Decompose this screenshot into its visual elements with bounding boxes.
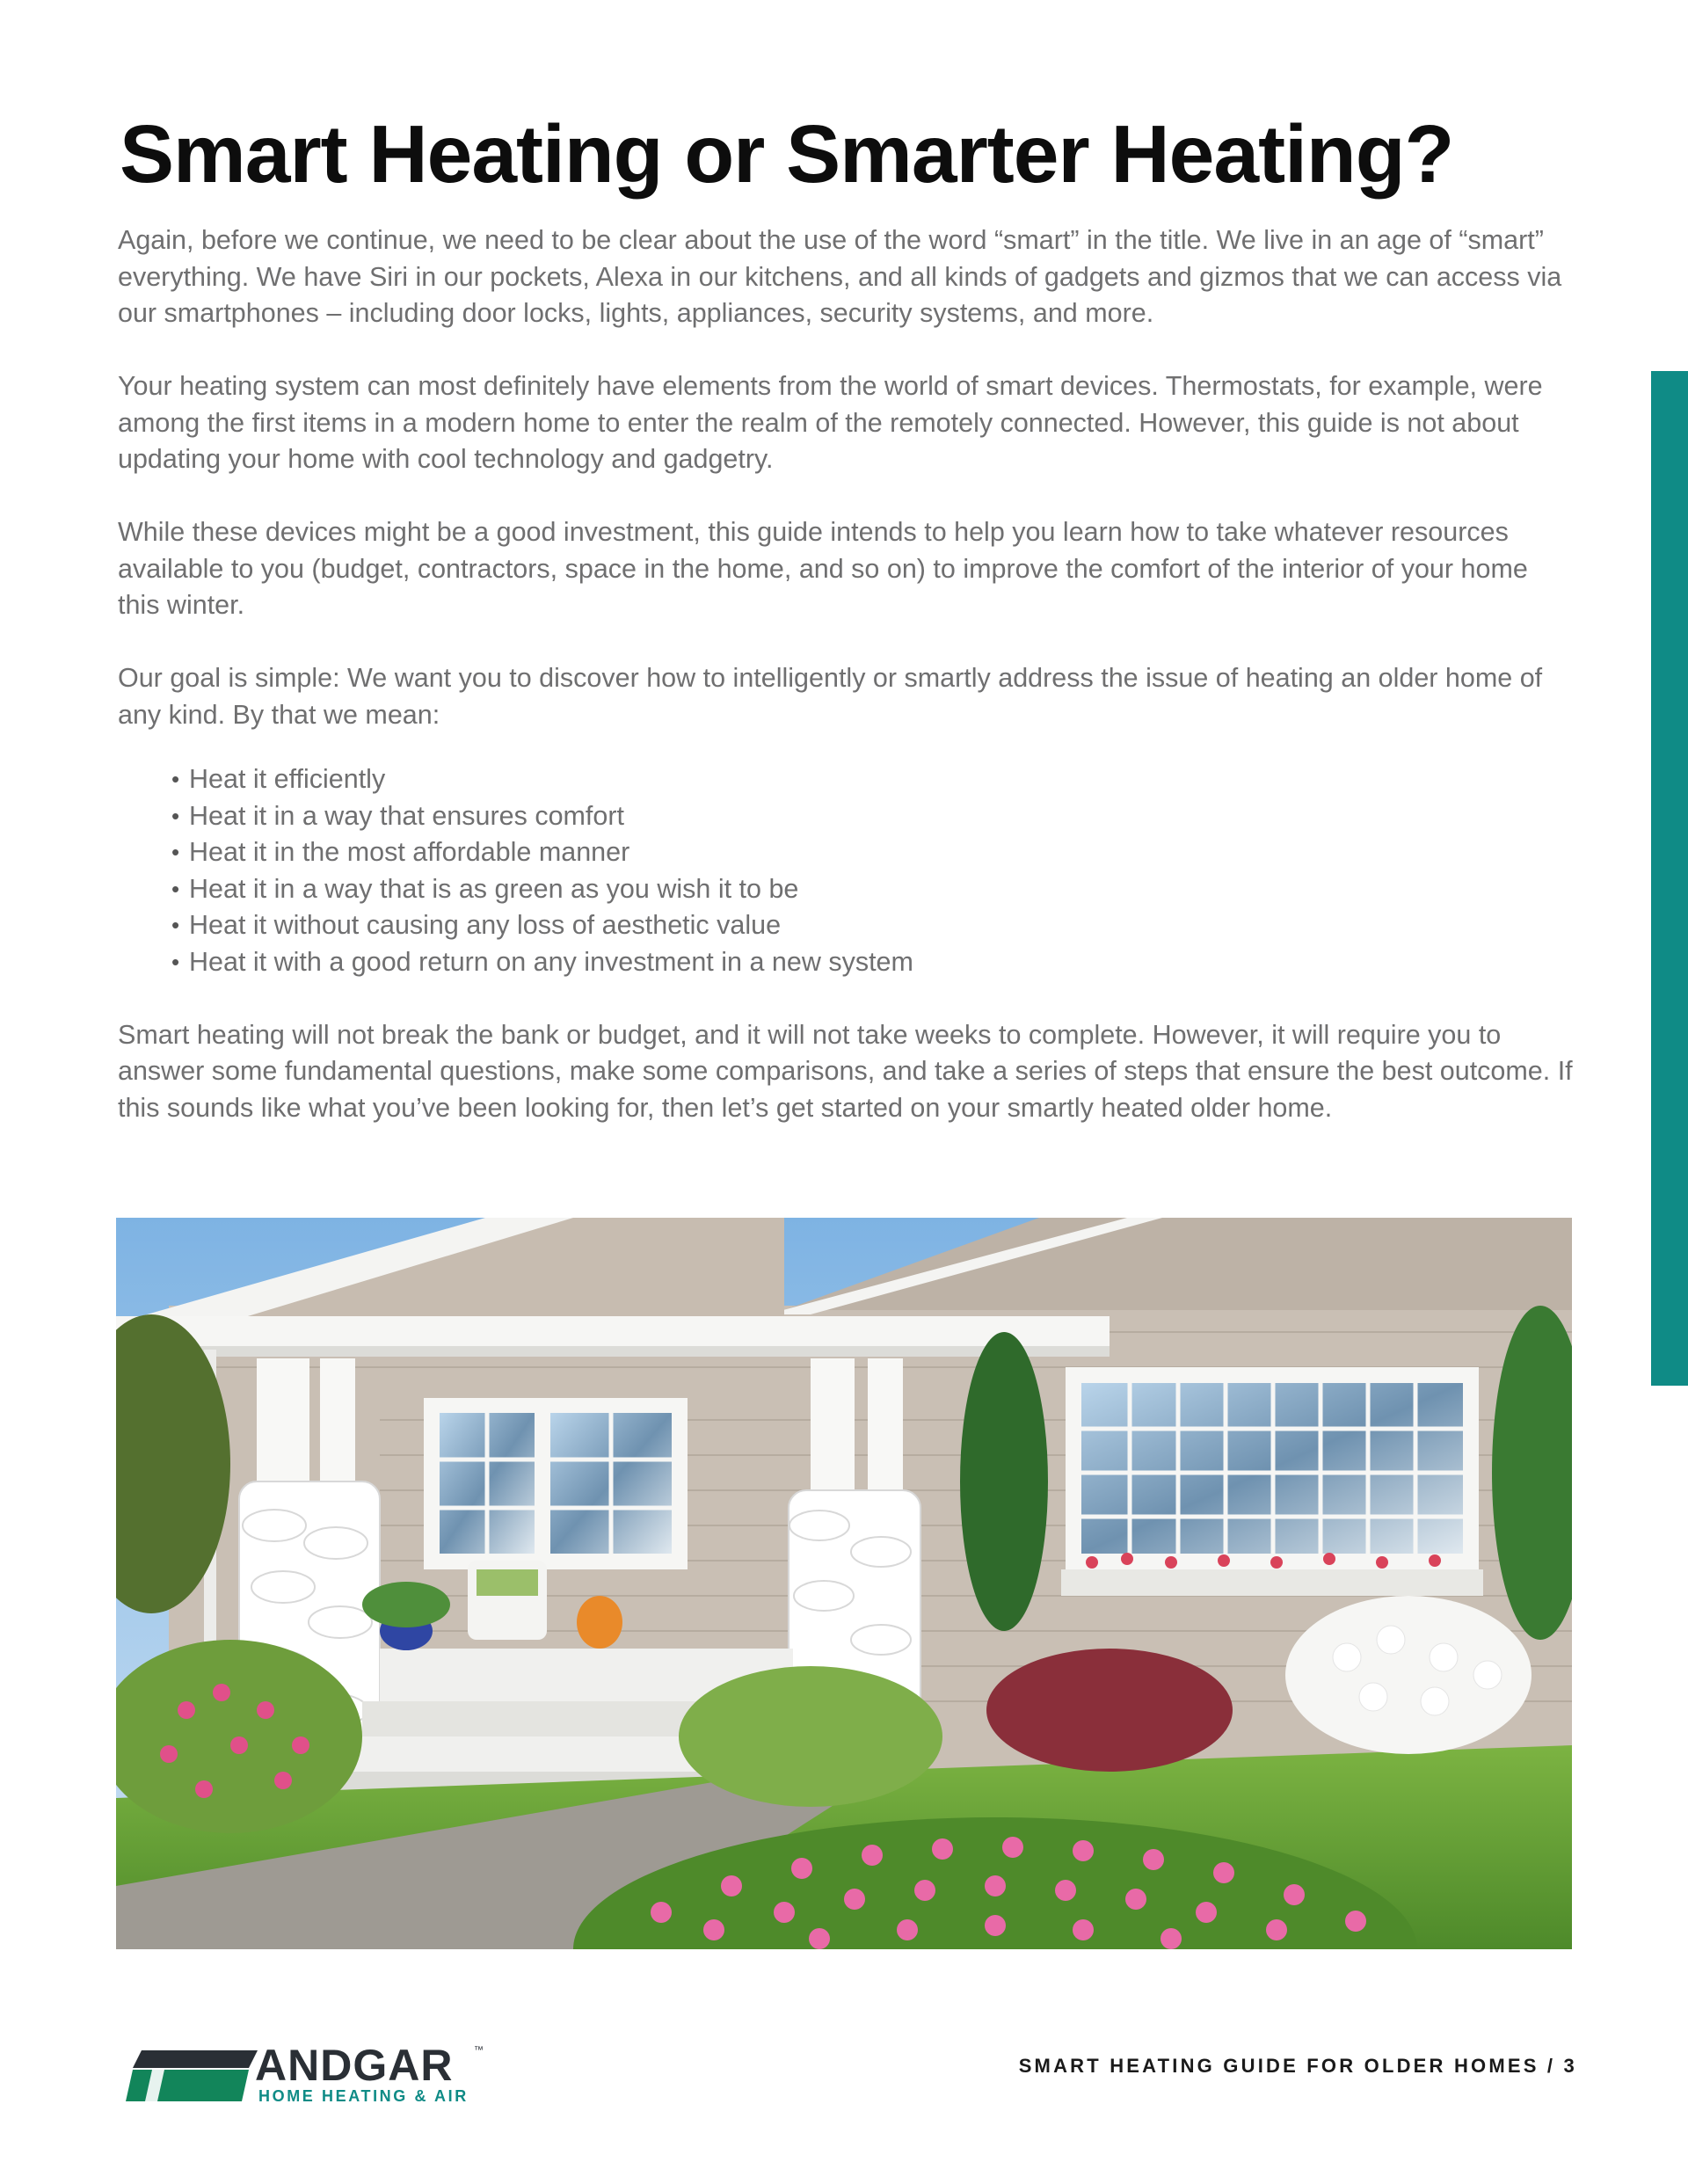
house-photo <box>116 1218 1572 1949</box>
paragraph: Our goal is simple: We want you to discover how to intelligently or smartly address the issue of heating an older home of any kind. By that we mean: <box>118 663 1543 730</box>
andgar-logo <box>126 2043 495 2105</box>
logo-wordmark: ANDGAR <box>255 2041 454 2090</box>
paragraph: While these devices might be a good investment, this guide intends to help you learn how to take whatever resources available to you (budget, contractors, space in the home, and so on) to improve the comfort of the interior of your home this winter. <box>118 517 1528 620</box>
list-item: • Heat it in the most affordable manner <box>175 834 1574 871</box>
list-item: • Heat it in a way that is as green as you wish it to be <box>175 871 1574 908</box>
accent-bar <box>1651 371 1688 1386</box>
list-item: • Heat it efficiently <box>175 761 1574 798</box>
article-body <box>118 222 1574 1163</box>
paragraph: Again, before we continue, we need to be clear about the use of the word “smart” in the title. We live in an age of “smart” everything. We have Siri in our pockets, Alexa in our kitchens, and all kinds of gadgets and gizmos that we can access via our smartphones – including door locks, lights, appliances, security systems, and more. <box>118 225 1562 328</box>
logo-trademark: ™ <box>474 2045 484 2056</box>
logo-tagline: HOME HEATING & AIR <box>258 2087 469 2105</box>
list-item: • Heat it without causing any loss of aesthetic value <box>175 907 1574 944</box>
bullet-list <box>118 761 1574 980</box>
andgar-logo-icon <box>126 2049 258 2103</box>
page-title: Smart Heating or Smarter Heating? <box>120 108 1454 200</box>
list-item: • Heat it with a good return on any investment in a new system <box>175 944 1574 981</box>
list-item: • Heat it in a way that ensures comfort <box>175 798 1574 835</box>
paragraph: Your heating system can most definitely have elements from the world of smart devices. Thermostats, for example, were among the first items in a modern home to enter the realm of the remotely connected. However, this guide is not about updating your home with cool technology and gadgetry. <box>118 371 1543 474</box>
footer-page-label: SMART HEATING GUIDE FOR OLDER HOMES / 3 <box>1018 2055 1577 2077</box>
closing-paragraph: Smart heating will not break the bank or budget, and it will not take weeks to complete. However, it will require you to answer some fundamental questions, make some comparisons, and take a series of steps that ensure the best outcome. If this sounds like what you’ve been looking for, then let’s get started on your smartly heated older home. <box>118 1019 1573 1123</box>
